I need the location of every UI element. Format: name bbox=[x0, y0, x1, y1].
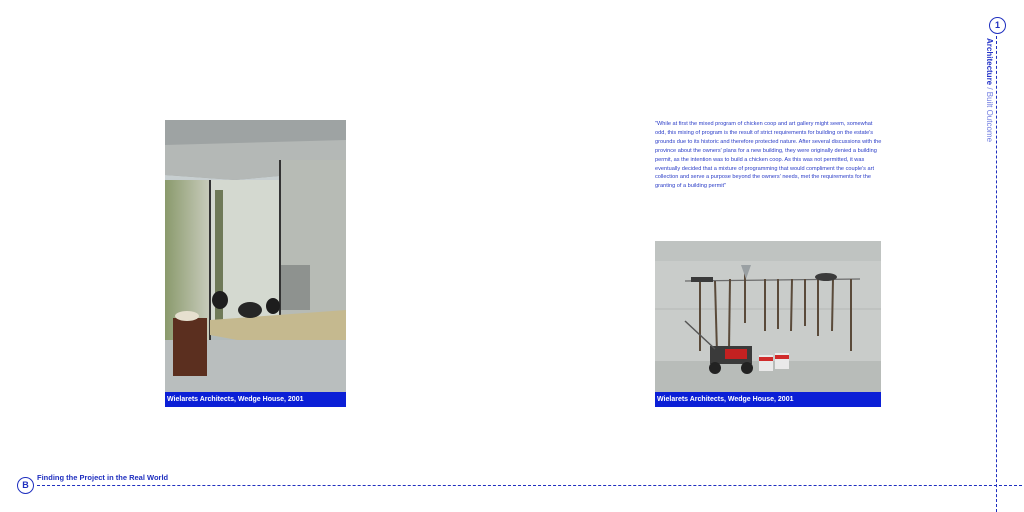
photo-interior bbox=[165, 120, 346, 407]
chapter-number-badge: 1 bbox=[989, 17, 1006, 34]
figure-wedge-house-interior bbox=[165, 120, 346, 407]
figure-wedge-house-tools bbox=[655, 241, 881, 407]
vertical-guide-line bbox=[996, 36, 997, 512]
section-separator: / bbox=[985, 85, 994, 92]
figure-caption: Wielarets Architects, Wedge House, 2001 bbox=[165, 392, 346, 407]
photo-tools bbox=[655, 241, 881, 407]
section-title bbox=[985, 38, 994, 142]
quote-text: "While at first the mixed program of chicken coop and art gallery might seem, somewhat odd, this mixing of program is the result of strict requirements for building on the estate's grounds due to its historic and therefore protected nature. After several discussions with the province about the owners' plans for a new building, they were originally denied a building permit, as the intention was to build a chicken coop. As this was not permitted, it was eventually decided that a mixture of programming that would compliment the couple's art collection and serve a purpose beyond the owners' needs, met the requirements for the granting of a building permit" bbox=[655, 121, 882, 190]
horizontal-guide-line bbox=[37, 485, 1022, 486]
section-title-main: Architecture bbox=[985, 38, 994, 86]
figure-caption: Wielarets Architects, Wedge House, 2001 bbox=[655, 392, 881, 407]
page-marker-badge: B bbox=[17, 477, 34, 494]
section-subtitle: Built Outcome bbox=[985, 91, 994, 143]
footer-title: Finding the Project in the Real World bbox=[37, 473, 169, 482]
